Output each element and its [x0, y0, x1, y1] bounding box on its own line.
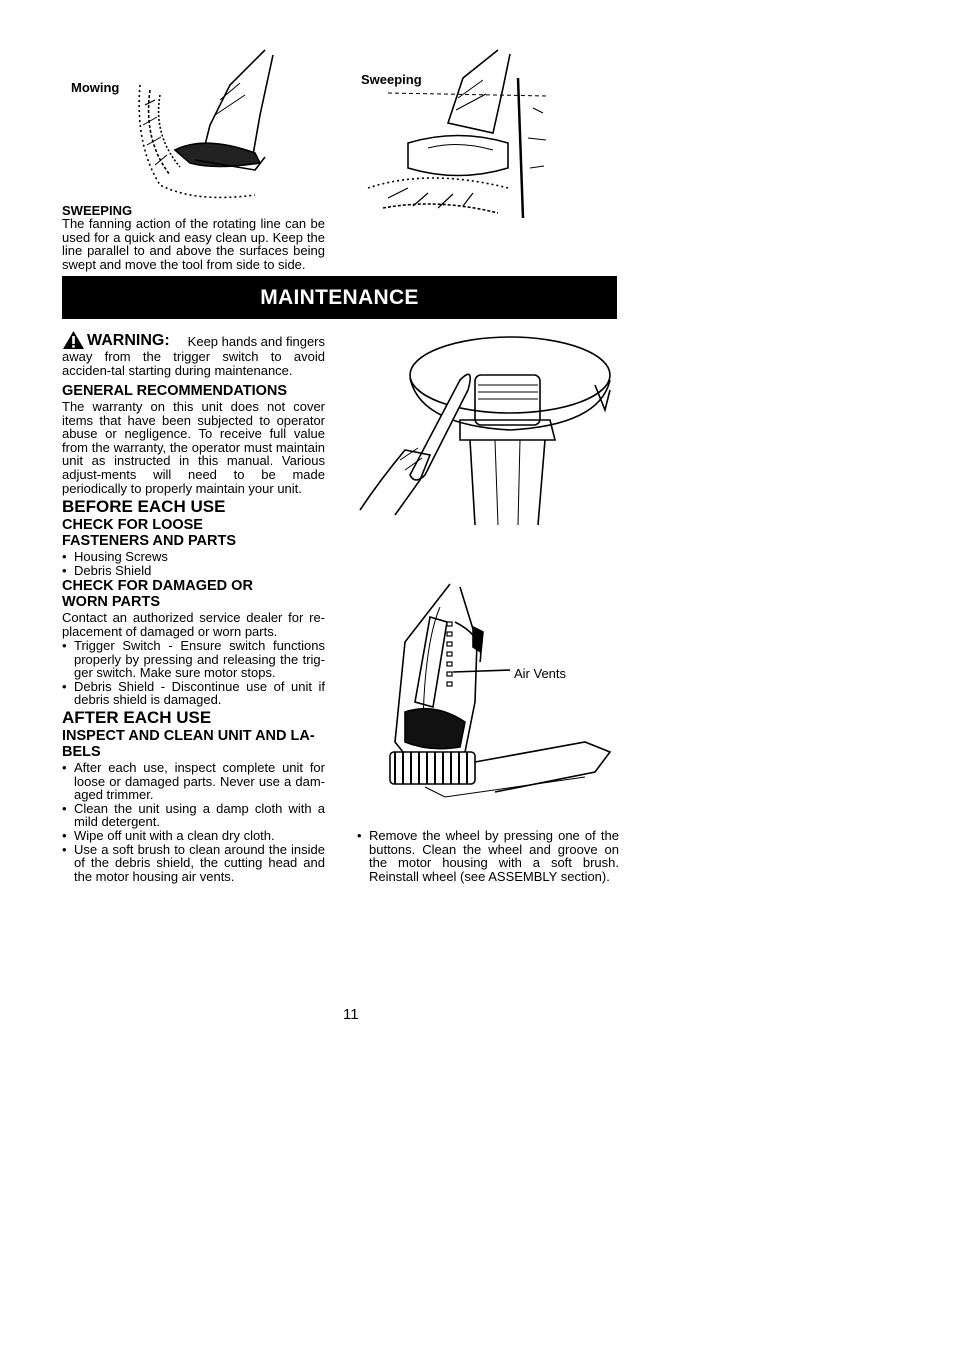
- warning-triangle-icon: [62, 330, 85, 350]
- list-item: • Clean the unit using a damp cloth with a mild detergent.: [62, 800, 325, 830]
- mowing-illustration: [135, 45, 275, 205]
- sweeping-heading: SWEEPING: [62, 203, 133, 218]
- brush-cleaning-illustration: [360, 330, 615, 525]
- sweeping-figure-label: Sweeping: [361, 72, 422, 87]
- sweeping-text: The fanning action of the rotating line can be used for a quick and easy clean up. Keep the line parallel to and above the surfaces being swept and move the tool from side to side.: [62, 216, 325, 272]
- maintenance-title: MAINTENANCE: [260, 285, 419, 309]
- list-item: • Trigger Switch - Ensure switch functions properly by pressing and releasing the trig-ger switch. Make sure motor stops.: [62, 638, 325, 681]
- before-each-use-heading: BEFORE EACH USE: [62, 497, 226, 516]
- page-number: 11: [343, 1006, 359, 1023]
- general-recommendations-heading: GENERAL RECOMMENDATIONS: [62, 383, 288, 399]
- list-item: • Remove the wheel by pressing one of the buttons. Clean the wheel and groove on the motor housing with a soft brush. Reinstall wheel (see ASSEMBLY section).: [357, 828, 619, 884]
- list-item: • Debris Shield - Discontinue use of unit if debris shield is damaged.: [62, 678, 325, 708]
- after-use-list: [62, 761, 325, 883]
- sweeping-illustration: [368, 48, 553, 223]
- check-loose-heading: CHECK FOR LOOSE FASTENERS AND PARTS: [62, 517, 237, 549]
- damaged-intro-text: Contact an authorized service dealer for re-placement of damaged or worn parts.: [62, 610, 325, 639]
- inspect-clean-heading: INSPECT AND CLEAN UNIT AND LA-BELS: [62, 728, 315, 760]
- after-each-use-heading: AFTER EACH USE: [62, 708, 212, 727]
- list-item: • Wipe off unit with a clean dry cloth.: [62, 827, 275, 843]
- general-recommendations-text: The warranty on this unit does not cover items that have been subjected to operator abuse or negligence. To receive full value from the warranty, the operator must maintain unit as instructed in this manual. Various adjust-ments will need to be made periodically to properly maintain your unit.: [62, 399, 325, 496]
- loose-items-list: [62, 550, 325, 577]
- list-item: • After each use, inspect complete unit for loose or damaged parts. Never use a dam-aged trimmer.: [62, 760, 325, 803]
- maintenance-banner: [62, 276, 617, 319]
- trimmer-housing-illustration: [385, 582, 620, 802]
- warning-block: [62, 330, 325, 377]
- mowing-figure-label: Mowing: [71, 80, 120, 95]
- check-damaged-heading: CHECK FOR DAMAGED OR WORN PARTS: [62, 578, 253, 610]
- warning-text-lead: Keep hands and fingers: [187, 334, 325, 349]
- air-vents-label: Air Vents: [514, 666, 567, 681]
- list-item: • Debris Shield: [62, 562, 152, 578]
- wheel-removal-list: [357, 829, 619, 883]
- damaged-items-list: [62, 639, 325, 707]
- warning-text: away from the trigger switch to avoid acciden-tal starting during maintenance.: [62, 349, 325, 378]
- list-item: • Housing Screws: [62, 549, 168, 564]
- list-item: • Use a soft brush to clean around the inside of the debris shield, the cutting head and the motor housing air vents.: [62, 841, 325, 884]
- warning-label: WARNING:: [87, 332, 170, 349]
